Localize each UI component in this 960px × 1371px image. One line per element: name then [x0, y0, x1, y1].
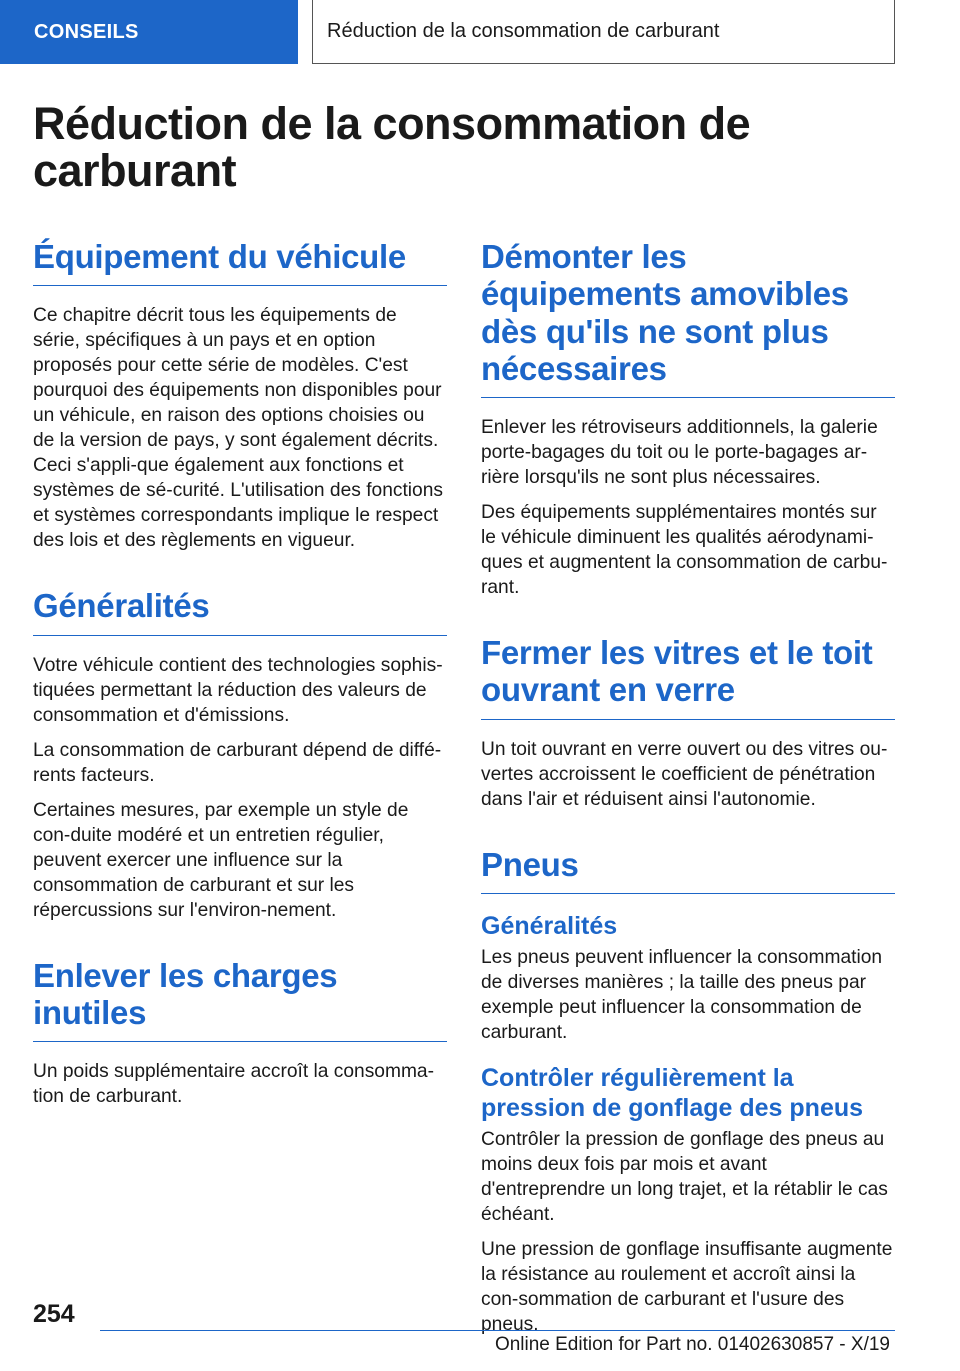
- section-vitres: [481, 634, 895, 812]
- paragraph: Une pression de gonflage insuffisante augmente la résistance au roulement et accroît ainsi la con-sommation de carburant et l'usure des pneus.: [481, 1238, 893, 1335]
- section-generalites: [33, 587, 447, 922]
- left-column: [33, 238, 447, 1143]
- running-header-title: Réduction de la consommation de carburant: [327, 20, 720, 42]
- right-column: [481, 238, 895, 1371]
- subsection-heading: Contrôler régulièrement la pression de gonflage des pneus: [481, 1063, 864, 1122]
- subsection-heading: Généralités: [481, 911, 618, 940]
- page-number: 254: [33, 1300, 75, 1328]
- paragraph: La consommation de carburant dépend de diffé-rents facteurs.: [33, 739, 442, 786]
- section-heading: Généralités: [33, 587, 447, 635]
- subsection-generalites: [481, 911, 895, 1045]
- paragraph: Les pneus peuvent influencer la consommation de diverses manières ; la taille des pneus par exemple peut influencer la consommation de carburant.: [481, 946, 883, 1043]
- section-heading: Fermer les vitres et le toit ouvrant en verre: [481, 634, 895, 720]
- section-heading: Démonter les équipements amovibles dès qu'ils ne sont plus nécessaires: [481, 238, 895, 398]
- page-title: Réduction de la consommation de carburant: [33, 98, 751, 197]
- paragraph: Votre véhicule contient des technologies sophis-tiquées permettant la réduction des valeurs de consommation et d'émissions.: [33, 654, 443, 726]
- paragraph: Certaines mesures, par exemple un style de con-duite modéré et un entretien régulier, peuvent exercer une influence sur la consommation de carburant et sur les répercussions sur l'environ-nement.: [33, 799, 409, 921]
- running-header: [312, 0, 895, 64]
- paragraph: Ce chapitre décrit tous les équipements de série, spécifiques à un pays et en option proposés pour cette série de modèles. C'est pourquoi des équipements non disponibles pour un véhicule, en raison des options choisies ou de la version de pays, y sont également décrits. Ceci s'appli-que également aux fonctions et systèmes de sé-curité. L'utilisation des fonctions et systèmes correspondants implique le respect des lois et des règlements en vigueur.: [33, 305, 443, 552]
- section-pneus: [481, 846, 895, 1337]
- section-demonter: [481, 238, 895, 600]
- subsection-pression: [481, 1063, 895, 1337]
- section-tab: [0, 0, 298, 64]
- paragraph: Un poids supplémentaire accroît la consomma-tion de carburant.: [33, 1061, 434, 1108]
- paragraph: Contrôler la pression de gonflage des pneus au moins deux fois par mois et avant d'entreprendre un long trajet, et la rétablir le cas échéant.: [481, 1128, 888, 1225]
- paragraph: Enlever les rétroviseurs additionnels, la galerie porte-bagages du toit ou le porte-bagages ar-rière lorsqu'ils ne sont plus nécessaires.: [481, 417, 878, 489]
- section-equipement: [33, 238, 447, 553]
- section-charges: [33, 957, 447, 1110]
- section-heading: Enlever les charges inutiles: [33, 957, 447, 1043]
- footer-divider: [100, 1330, 895, 1331]
- footer-edition: Online Edition for Part no. 01402630857 - X/19: [494, 1334, 890, 1355]
- section-tab-label: CONSEILS: [34, 20, 139, 43]
- section-heading: Équipement du véhicule: [33, 238, 447, 286]
- paragraph: Un toit ouvrant en verre ouvert ou des vitres ou-vertes accroissent le coefficient de pénétration dans l'air et réduisent ainsi l'autonomie.: [481, 738, 888, 810]
- paragraph: Des équipements supplémentaires montés sur le véhicule diminuent les qualités aérodynami-ques et augmentent la consommation de carbu-rant.: [481, 502, 888, 599]
- section-heading: Pneus: [481, 846, 895, 894]
